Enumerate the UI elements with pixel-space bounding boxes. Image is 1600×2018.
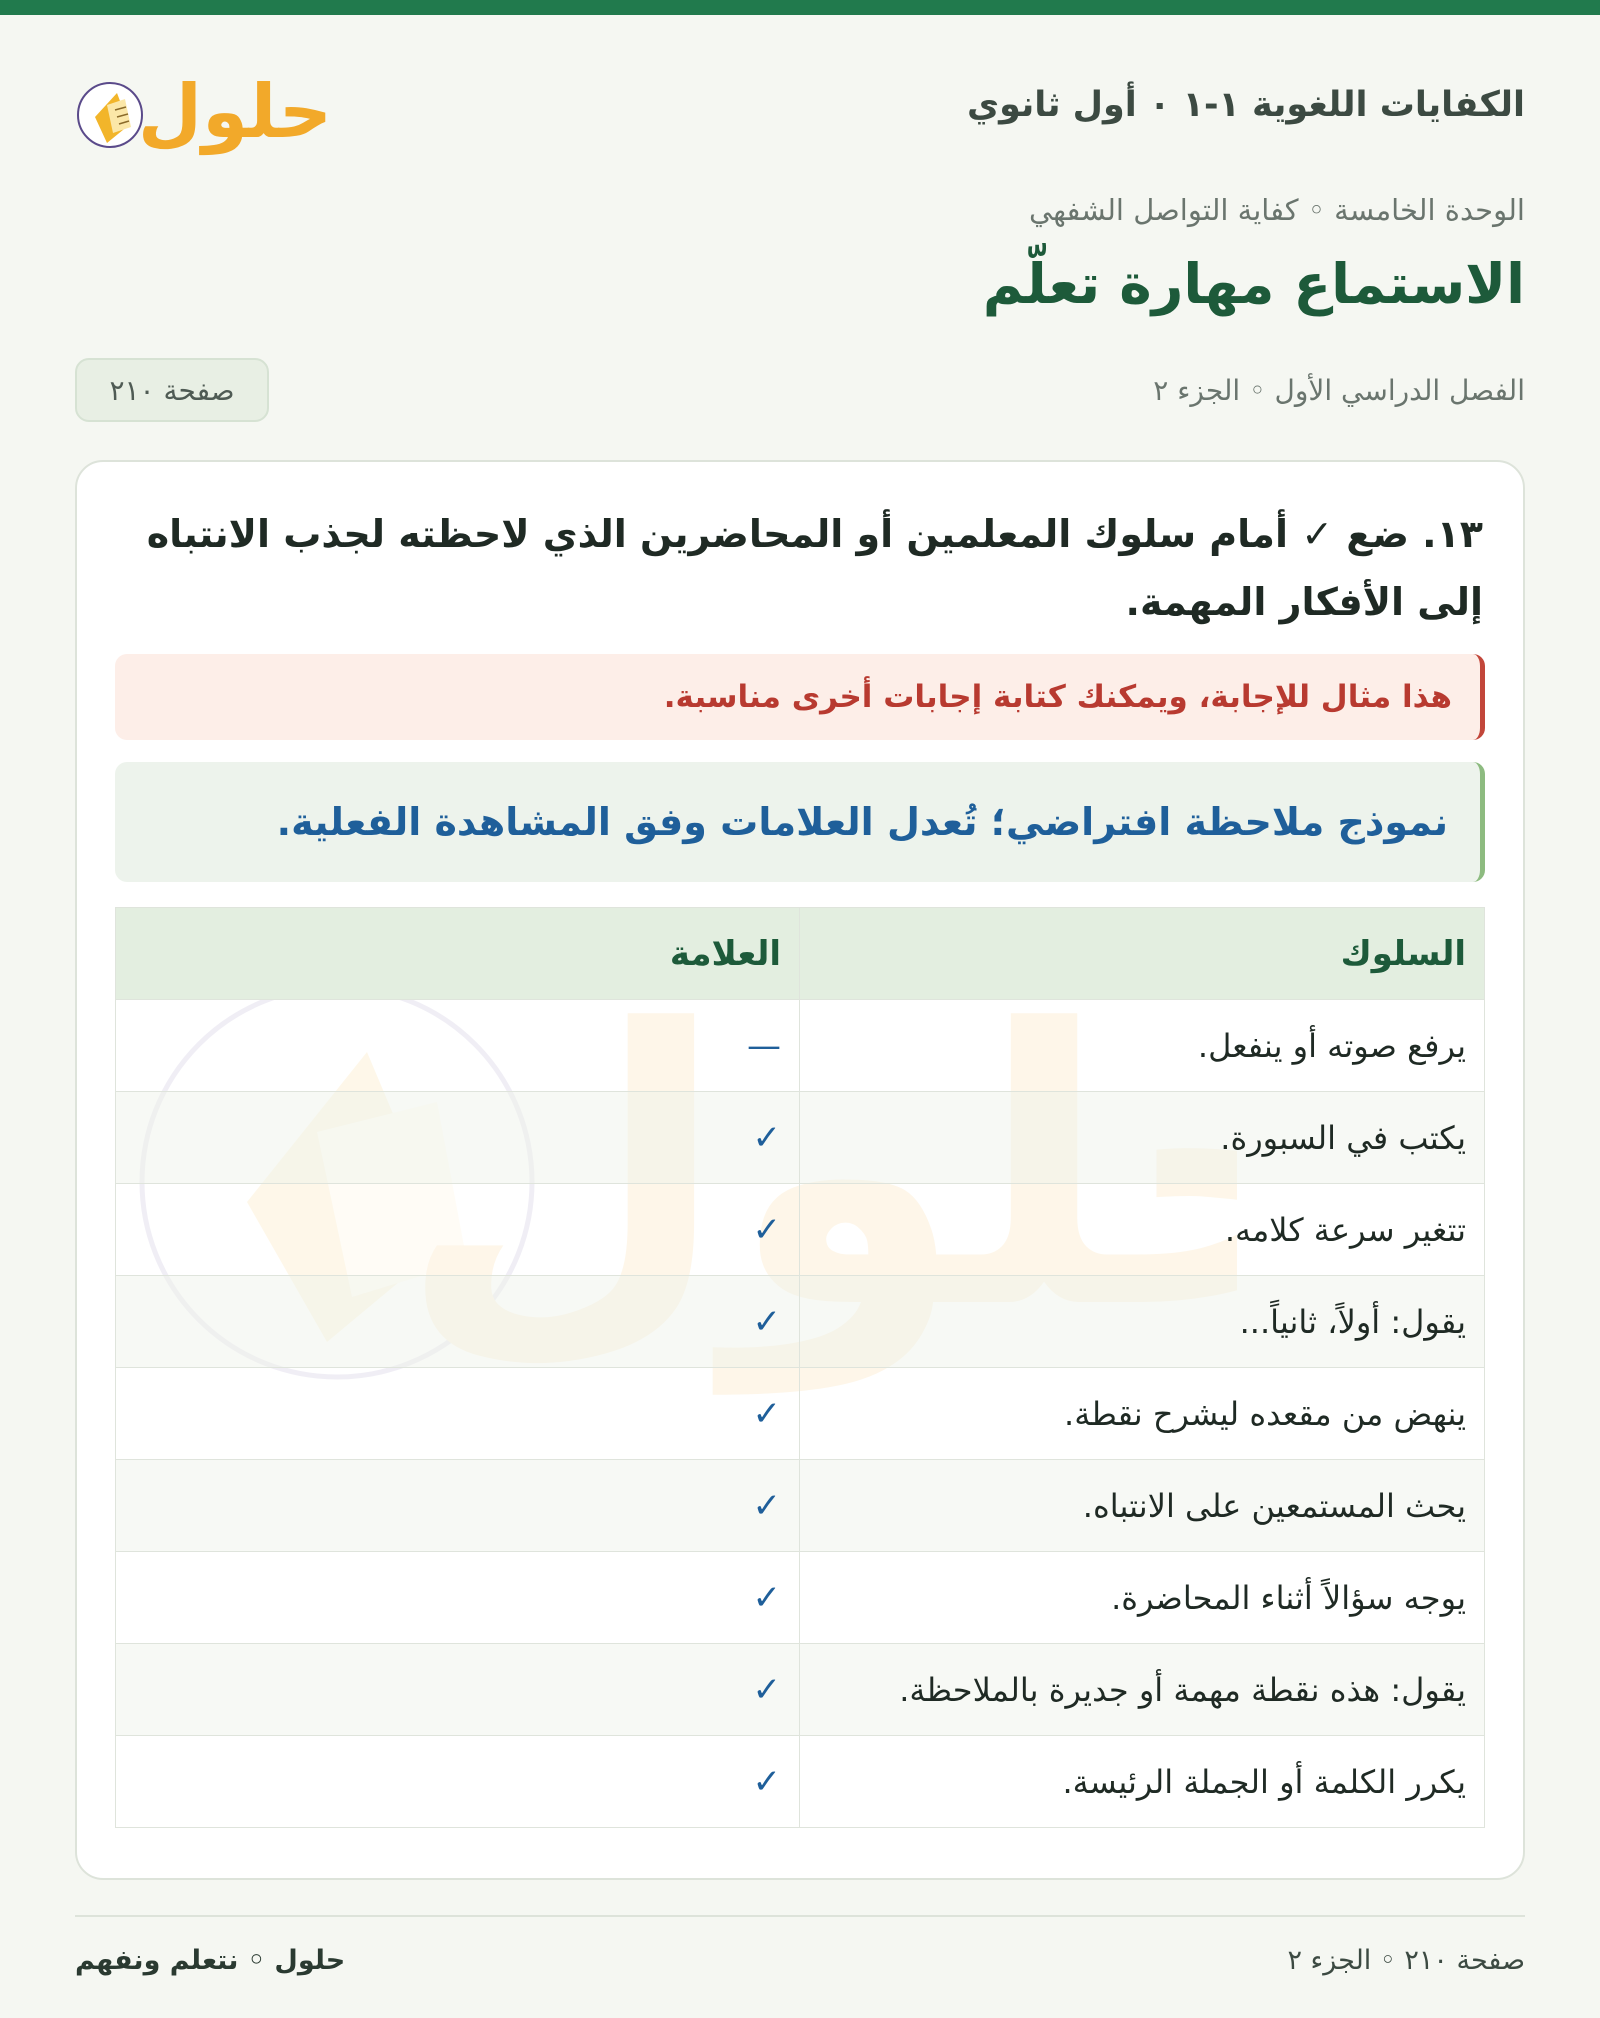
book-title: الكفايات اللغوية ١-١ ٠ أول ثانوي bbox=[967, 85, 1525, 125]
table-row bbox=[116, 1552, 1485, 1644]
table-row bbox=[116, 1000, 1485, 1092]
page-header bbox=[75, 55, 1525, 165]
model-observation-note bbox=[115, 762, 1485, 882]
mark-cell: ✓ bbox=[116, 1276, 800, 1368]
observation-table bbox=[115, 907, 1485, 1828]
behavior-cell: ينهض من مقعده ليشرح نقطة. bbox=[800, 1368, 1485, 1460]
behavior-cell: يكرر الكلمة أو الجملة الرئيسة. bbox=[800, 1736, 1485, 1828]
behavior-cell: يوجه سؤالاً أثناء المحاضرة. bbox=[800, 1552, 1485, 1644]
page-number-badge: صفحة ٢١٠ bbox=[75, 358, 269, 422]
behavior-cell: تتغير سرعة كلامه. bbox=[800, 1184, 1485, 1276]
footer-divider bbox=[75, 1915, 1525, 1917]
behavior-cell: يقول: هذه نقطة مهمة أو جديرة بالملاحظة. bbox=[800, 1644, 1485, 1736]
behavior-cell: يكتب في السبورة. bbox=[800, 1092, 1485, 1184]
mark-cell: ✓ bbox=[116, 1368, 800, 1460]
mark-cell: ✓ bbox=[116, 1552, 800, 1644]
unit-label: الوحدة الخامسة ◦ كفاية التواصل الشفهي bbox=[1029, 193, 1525, 227]
behavior-cell: يرفع صوته أو ينفعل. bbox=[800, 1000, 1485, 1092]
behavior-column-header: السلوك bbox=[800, 908, 1485, 1000]
svg-text:حلول: حلول bbox=[137, 69, 333, 155]
table-row bbox=[116, 1092, 1485, 1184]
footer-page-info: صفحة ٢١٠ ◦ الجزء ٢ bbox=[1287, 1945, 1525, 1976]
mark-cell: ✓ bbox=[116, 1736, 800, 1828]
mark-cell: ✓ bbox=[116, 1184, 800, 1276]
page-title: الاستماع مهارة تعلّم bbox=[982, 252, 1525, 316]
behavior-cell: يحث المستمعين على الانتباه. bbox=[800, 1460, 1485, 1552]
question-text: ١٣. ضع ✓ أمام سلوك المعلمين أو المحاضرين الذي لاحظته لجذب الانتباه إلى الأفكار المهمة. bbox=[146, 512, 1483, 624]
term-label: الفصل الدراسي الأول ◦ الجزء ٢ bbox=[1153, 374, 1525, 407]
table-row bbox=[116, 1184, 1485, 1276]
behavior-cell: يقول: أولاً، ثانياً... bbox=[800, 1276, 1485, 1368]
table-row bbox=[116, 1736, 1485, 1828]
mark-cell: ✓ bbox=[116, 1460, 800, 1552]
table-header-row bbox=[116, 908, 1485, 1000]
mark-column-header: العلامة bbox=[116, 908, 800, 1000]
table-row bbox=[116, 1368, 1485, 1460]
table-row bbox=[116, 1644, 1485, 1736]
table-row bbox=[116, 1460, 1485, 1552]
mark-cell: ✓ bbox=[116, 1092, 800, 1184]
model-observation-text: نموذج ملاحظة افتراضي؛ تُعدل العلامات وفق المشاهدة الفعلية. bbox=[276, 800, 1448, 844]
table-row bbox=[116, 1276, 1485, 1368]
example-answer-note bbox=[115, 654, 1485, 740]
footer-brand: حلول ◦ نتعلم ونفهم bbox=[75, 1945, 346, 1976]
top-accent-bar bbox=[0, 0, 1600, 15]
mark-cell: — bbox=[116, 1000, 800, 1092]
example-answer-text: هذا مثال للإجابة، ويمكنك كتابة إجابات أخرى مناسبة. bbox=[663, 679, 1452, 715]
hulool-logo-icon bbox=[75, 55, 335, 165]
question-card bbox=[75, 460, 1525, 1880]
mark-cell: ✓ bbox=[116, 1644, 800, 1736]
